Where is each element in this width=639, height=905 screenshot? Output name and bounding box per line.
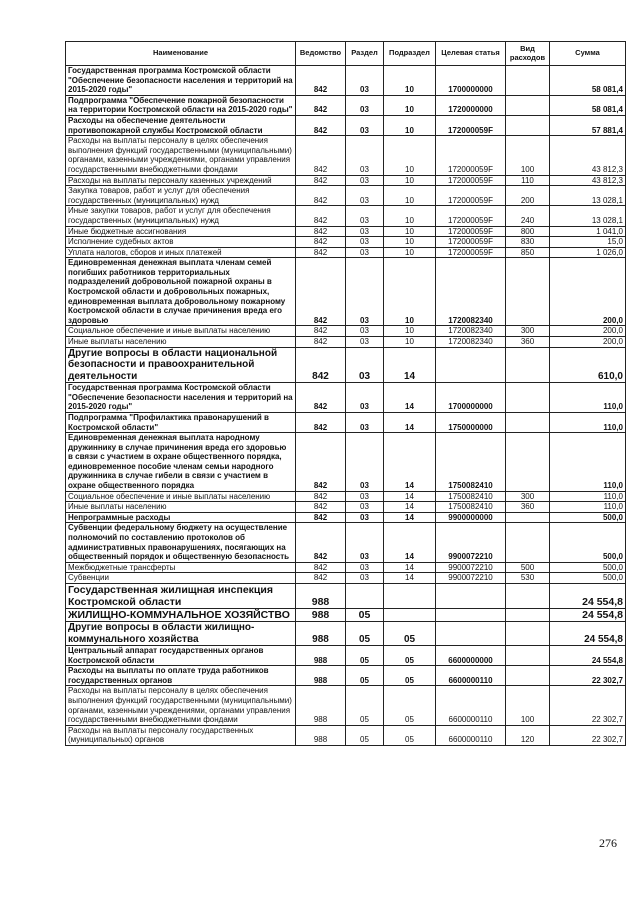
row-section-cell: 05 (346, 725, 384, 745)
row-exptype-cell (506, 609, 550, 622)
row-exptype-cell: 800 (506, 226, 550, 237)
row-dept-cell: 842 (296, 573, 346, 584)
row-sum-cell: 110,0 (550, 412, 626, 432)
row-exptype-cell: 100 (506, 136, 550, 175)
row-section-cell: 03 (346, 523, 384, 562)
table-row (66, 725, 626, 745)
row-dept-cell: 842 (296, 562, 346, 573)
row-section-cell: 03 (346, 491, 384, 502)
row-sum-cell: 500,0 (550, 512, 626, 523)
row-sum-cell: 24 554,8 (550, 646, 626, 666)
row-section-cell: 05 (346, 686, 384, 725)
row-dept-cell: 988 (296, 584, 346, 609)
row-section-cell: 03 (346, 337, 384, 348)
row-name-cell: Иные закупки товаров, работ и услуг для обеспечения государственных (муниципальных) нужд (66, 206, 296, 226)
row-target-cell: 172000059F (436, 237, 506, 248)
row-section-cell: 03 (346, 347, 384, 383)
row-sum-cell: 43 812,3 (550, 136, 626, 175)
row-name-cell: Расходы на обеспечение деятельности противопожарной службы Костромской области (66, 115, 296, 135)
row-dept-cell: 842 (296, 258, 346, 326)
row-subsection-cell: 10 (384, 258, 436, 326)
row-dept-cell: 842 (296, 237, 346, 248)
row-exptype-cell: 300 (506, 491, 550, 502)
row-section-cell: 03 (346, 512, 384, 523)
row-section-cell: 03 (346, 206, 384, 226)
row-target-cell: 172000059F (436, 186, 506, 206)
row-name-cell: Социальное обеспечение и иные выплаты населению (66, 326, 296, 337)
row-name-cell: Другие вопросы в области жилищно-коммунального хозяйства (66, 622, 296, 646)
row-dept-cell: 988 (296, 666, 346, 686)
row-target-cell: 172000059F (436, 206, 506, 226)
row-dept-cell: 842 (296, 412, 346, 432)
row-subsection-cell: 14 (384, 562, 436, 573)
budget-table (65, 41, 626, 746)
col-target-header: Целевая статья (436, 42, 506, 66)
row-dept-cell: 842 (296, 523, 346, 562)
row-sum-cell: 610,0 (550, 347, 626, 383)
row-section-cell (346, 584, 384, 609)
row-name-cell: Государственная программа Костромской области "Обеспечение безопасности населения и территорий на 2015-2020 годы" (66, 66, 296, 96)
row-subsection-cell: 10 (384, 237, 436, 248)
row-section-cell: 03 (346, 136, 384, 175)
row-section-cell: 03 (346, 186, 384, 206)
row-sum-cell: 500,0 (550, 573, 626, 584)
row-section-cell: 03 (346, 66, 384, 96)
table-row (66, 383, 626, 413)
row-exptype-cell: 100 (506, 686, 550, 725)
row-dept-cell: 842 (296, 175, 346, 186)
row-dept-cell: 842 (296, 186, 346, 206)
row-exptype-cell (506, 584, 550, 609)
row-section-cell: 05 (346, 646, 384, 666)
row-sum-cell: 22 302,7 (550, 666, 626, 686)
row-target-cell: 172000059F (436, 247, 506, 258)
table-body (66, 66, 626, 746)
row-section-cell: 05 (346, 622, 384, 646)
row-target-cell: 6600000110 (436, 666, 506, 686)
table-row (66, 512, 626, 523)
row-subsection-cell: 10 (384, 247, 436, 258)
row-name-cell: Социальное обеспечение и иные выплаты населению (66, 491, 296, 502)
row-subsection-cell: 10 (384, 136, 436, 175)
row-sum-cell: 22 302,7 (550, 686, 626, 725)
row-target-cell: 9900000000 (436, 512, 506, 523)
col-exptype-header: Вид расходов (506, 42, 550, 66)
row-subsection-cell: 05 (384, 666, 436, 686)
row-exptype-cell: 500 (506, 562, 550, 573)
row-sum-cell: 500,0 (550, 523, 626, 562)
row-exptype-cell: 300 (506, 326, 550, 337)
row-target-cell: 9900072210 (436, 562, 506, 573)
row-subsection-cell: 14 (384, 502, 436, 513)
row-name-cell: Единовременная денежная выплата членам семей погибших работников территориальных подразделений добровольной пожарной охраны в Костромской области и добровольных пожарных, единовременная выплата добровольному пожарному Костромской области в случае причинения вреда его здоровью (66, 258, 296, 326)
row-sum-cell: 24 554,8 (550, 622, 626, 646)
row-target-cell: 172000059F (436, 136, 506, 175)
row-sum-cell: 13 028,1 (550, 186, 626, 206)
row-exptype-cell (506, 383, 550, 413)
row-exptype-cell (506, 523, 550, 562)
row-target-cell: 172000059F (436, 226, 506, 237)
table-row (66, 523, 626, 562)
row-name-cell: Непрограммные расходы (66, 512, 296, 523)
row-name-cell: Центральный аппарат государственных органов Костромской области (66, 646, 296, 666)
table-row (66, 666, 626, 686)
row-section-cell: 03 (346, 115, 384, 135)
table-row (66, 584, 626, 609)
col-sum-header: Сумма (550, 42, 626, 66)
row-name-cell: ЖИЛИЩНО-КОММУНАЛЬНОЕ ХОЗЯЙСТВО (66, 609, 296, 622)
row-exptype-cell: 360 (506, 502, 550, 513)
row-name-cell: Подпрограмма "Профилактика правонарушений в Костромской области" (66, 412, 296, 432)
row-subsection-cell: 10 (384, 115, 436, 135)
row-sum-cell: 110,0 (550, 491, 626, 502)
table-row (66, 226, 626, 237)
table-row (66, 175, 626, 186)
row-name-cell: Субвенции (66, 573, 296, 584)
row-subsection-cell: 10 (384, 66, 436, 96)
row-section-cell: 03 (346, 237, 384, 248)
row-subsection-cell: 14 (384, 433, 436, 492)
table-row (66, 502, 626, 513)
row-dept-cell: 842 (296, 337, 346, 348)
row-sum-cell: 200,0 (550, 326, 626, 337)
row-exptype-cell (506, 512, 550, 523)
row-name-cell: Закупка товаров, работ и услуг для обеспечения государственных (муниципальных) нужд (66, 186, 296, 206)
table-row (66, 433, 626, 492)
row-dept-cell: 842 (296, 95, 346, 115)
table-row (66, 247, 626, 258)
row-target-cell: 9900072210 (436, 523, 506, 562)
row-sum-cell: 58 081,4 (550, 66, 626, 96)
row-target-cell (436, 622, 506, 646)
row-sum-cell: 43 812,3 (550, 175, 626, 186)
col-dept-header: Ведомство (296, 42, 346, 66)
row-subsection-cell: 05 (384, 622, 436, 646)
row-section-cell: 03 (346, 573, 384, 584)
row-target-cell: 1750082410 (436, 502, 506, 513)
row-section-cell: 03 (346, 175, 384, 186)
row-dept-cell: 988 (296, 725, 346, 745)
row-target-cell: 1720082340 (436, 337, 506, 348)
row-name-cell: Расходы на выплаты персоналу в целях обеспечения выполнения функций государственными (муниципальными) органами, казенными учреждениями, органами управления государственными внебюджетными фондами (66, 686, 296, 725)
row-subsection-cell: 05 (384, 686, 436, 725)
row-sum-cell: 15,0 (550, 237, 626, 248)
row-target-cell: 6600000110 (436, 725, 506, 745)
row-name-cell: Иные выплаты населению (66, 337, 296, 348)
row-sum-cell: 500,0 (550, 562, 626, 573)
row-target-cell (436, 347, 506, 383)
row-name-cell: Расходы на выплаты персоналу казенных учреждений (66, 175, 296, 186)
row-exptype-cell: 240 (506, 206, 550, 226)
row-subsection-cell (384, 609, 436, 622)
row-subsection-cell: 05 (384, 646, 436, 666)
row-section-cell: 03 (346, 562, 384, 573)
row-dept-cell: 988 (296, 686, 346, 725)
table-row (66, 686, 626, 725)
row-exptype-cell (506, 66, 550, 96)
table-row (66, 136, 626, 175)
row-exptype-cell: 850 (506, 247, 550, 258)
row-dept-cell: 842 (296, 502, 346, 513)
row-dept-cell: 842 (296, 326, 346, 337)
row-target-cell: 1720082340 (436, 326, 506, 337)
row-target-cell: 1700000000 (436, 66, 506, 96)
row-dept-cell: 842 (296, 491, 346, 502)
row-exptype-cell (506, 115, 550, 135)
table-row (66, 347, 626, 383)
row-subsection-cell: 10 (384, 326, 436, 337)
col-subsection-header: Подраздел (384, 42, 436, 66)
row-subsection-cell: 10 (384, 186, 436, 206)
row-section-cell: 03 (346, 412, 384, 432)
page-number: 276 (599, 836, 617, 850)
col-name-header: Наименование (66, 42, 296, 66)
row-sum-cell: 1 041,0 (550, 226, 626, 237)
table-row (66, 186, 626, 206)
row-name-cell: Другие вопросы в области национальной безопасности и правоохранительной деятельности (66, 347, 296, 383)
row-section-cell: 05 (346, 666, 384, 686)
row-subsection-cell: 14 (384, 412, 436, 432)
row-dept-cell: 988 (296, 646, 346, 666)
row-sum-cell: 58 081,4 (550, 95, 626, 115)
row-name-cell: Субвенции федеральному бюджету на осуществление полномочий по составлению протоколов об административных правонарушениях, посягающих на общественный порядок и общественную безопасность (66, 523, 296, 562)
row-sum-cell: 24 554,8 (550, 609, 626, 622)
row-section-cell: 03 (346, 502, 384, 513)
row-section-cell: 03 (346, 383, 384, 413)
table-row (66, 237, 626, 248)
row-target-cell: 6600000000 (436, 646, 506, 666)
header-row (66, 42, 626, 66)
row-section-cell: 03 (346, 226, 384, 237)
row-target-cell: 1720082340 (436, 258, 506, 326)
row-name-cell: Расходы на выплаты по оплате труда работников государственных органов (66, 666, 296, 686)
row-dept-cell: 842 (296, 433, 346, 492)
table-row (66, 95, 626, 115)
row-name-cell: Уплата налогов, сборов и иных платежей (66, 247, 296, 258)
row-dept-cell: 842 (296, 347, 346, 383)
row-exptype-cell (506, 258, 550, 326)
row-section-cell: 03 (346, 95, 384, 115)
row-name-cell: Государственная программа Костромской области "Обеспечение безопасности населения и территорий на 2015-2020 годы" (66, 383, 296, 413)
table-row (66, 562, 626, 573)
col-section-header: Раздел (346, 42, 384, 66)
row-dept-cell: 842 (296, 206, 346, 226)
row-exptype-cell (506, 666, 550, 686)
table-row (66, 609, 626, 622)
row-dept-cell: 842 (296, 226, 346, 237)
row-section-cell: 05 (346, 609, 384, 622)
row-sum-cell: 22 302,7 (550, 725, 626, 745)
row-name-cell: Единовременная денежная выплата народному дружиннику в случае причинения вреда его здоровью в связи с участием в охране общественного порядка, единовременное пособие членам семьи народного дружинника в случае гибели в связи с участием в охране общественного порядка (66, 433, 296, 492)
row-section-cell: 03 (346, 433, 384, 492)
row-dept-cell: 842 (296, 136, 346, 175)
row-exptype-cell (506, 412, 550, 432)
row-dept-cell: 842 (296, 115, 346, 135)
row-name-cell: Подпрограмма "Обеспечение пожарной безопасности на территории Костромской области на 2015-2020 годы" (66, 95, 296, 115)
row-exptype-cell: 110 (506, 175, 550, 186)
row-exptype-cell: 120 (506, 725, 550, 745)
row-name-cell: Иные выплаты населению (66, 502, 296, 513)
row-target-cell: 1750000000 (436, 412, 506, 432)
row-exptype-cell: 360 (506, 337, 550, 348)
row-sum-cell: 110,0 (550, 502, 626, 513)
table-row (66, 258, 626, 326)
row-exptype-cell (506, 646, 550, 666)
row-subsection-cell: 14 (384, 512, 436, 523)
row-sum-cell: 200,0 (550, 258, 626, 326)
table-row (66, 66, 626, 96)
row-target-cell: 172000059F (436, 115, 506, 135)
row-sum-cell: 24 554,8 (550, 584, 626, 609)
row-section-cell: 03 (346, 247, 384, 258)
row-target-cell: 9900072210 (436, 573, 506, 584)
row-exptype-cell (506, 95, 550, 115)
row-subsection-cell: 10 (384, 226, 436, 237)
table-row (66, 326, 626, 337)
row-name-cell: Иные бюджетные ассигнования (66, 226, 296, 237)
table-row (66, 206, 626, 226)
row-exptype-cell: 830 (506, 237, 550, 248)
table-row (66, 646, 626, 666)
row-exptype-cell (506, 433, 550, 492)
row-exptype-cell (506, 347, 550, 383)
row-subsection-cell: 14 (384, 383, 436, 413)
row-subsection-cell: 14 (384, 523, 436, 562)
row-exptype-cell (506, 622, 550, 646)
row-dept-cell: 842 (296, 66, 346, 96)
row-target-cell (436, 584, 506, 609)
row-target-cell: 172000059F (436, 175, 506, 186)
row-target-cell: 1720000000 (436, 95, 506, 115)
table-row (66, 622, 626, 646)
row-subsection-cell: 14 (384, 347, 436, 383)
row-sum-cell: 110,0 (550, 383, 626, 413)
row-subsection-cell: 05 (384, 725, 436, 745)
row-subsection-cell: 10 (384, 175, 436, 186)
row-sum-cell: 1 026,0 (550, 247, 626, 258)
row-subsection-cell: 10 (384, 206, 436, 226)
row-target-cell: 6600000110 (436, 686, 506, 725)
table-row (66, 573, 626, 584)
row-target-cell: 1750082410 (436, 433, 506, 492)
row-target-cell: 1750082410 (436, 491, 506, 502)
row-dept-cell: 988 (296, 609, 346, 622)
row-sum-cell: 57 881,4 (550, 115, 626, 135)
row-dept-cell: 842 (296, 512, 346, 523)
table-row (66, 115, 626, 135)
row-exptype-cell: 200 (506, 186, 550, 206)
row-subsection-cell: 10 (384, 337, 436, 348)
row-section-cell: 03 (346, 258, 384, 326)
row-sum-cell: 13 028,1 (550, 206, 626, 226)
row-exptype-cell: 530 (506, 573, 550, 584)
row-name-cell: Межбюджетные трансферты (66, 562, 296, 573)
row-section-cell: 03 (346, 326, 384, 337)
table-row (66, 491, 626, 502)
row-subsection-cell (384, 584, 436, 609)
row-subsection-cell: 14 (384, 573, 436, 584)
row-target-cell: 1700000000 (436, 383, 506, 413)
row-name-cell: Расходы на выплаты персоналу государственных (муниципальных) органов (66, 725, 296, 745)
row-sum-cell: 110,0 (550, 433, 626, 492)
row-dept-cell: 842 (296, 247, 346, 258)
row-name-cell: Расходы на выплаты персоналу в целях обеспечения выполнения функций государственными (муниципальными) органами, казенными учреждениями, органами управления государственными внебюджетными фондами (66, 136, 296, 175)
row-dept-cell: 842 (296, 383, 346, 413)
row-dept-cell: 988 (296, 622, 346, 646)
row-subsection-cell: 10 (384, 95, 436, 115)
row-subsection-cell: 14 (384, 491, 436, 502)
table-header (66, 42, 626, 66)
row-name-cell: Исполнение судебных актов (66, 237, 296, 248)
row-target-cell (436, 609, 506, 622)
row-sum-cell: 200,0 (550, 337, 626, 348)
table-row (66, 337, 626, 348)
row-name-cell: Государственная жилищная инспекция Костромской области (66, 584, 296, 609)
table-row (66, 412, 626, 432)
